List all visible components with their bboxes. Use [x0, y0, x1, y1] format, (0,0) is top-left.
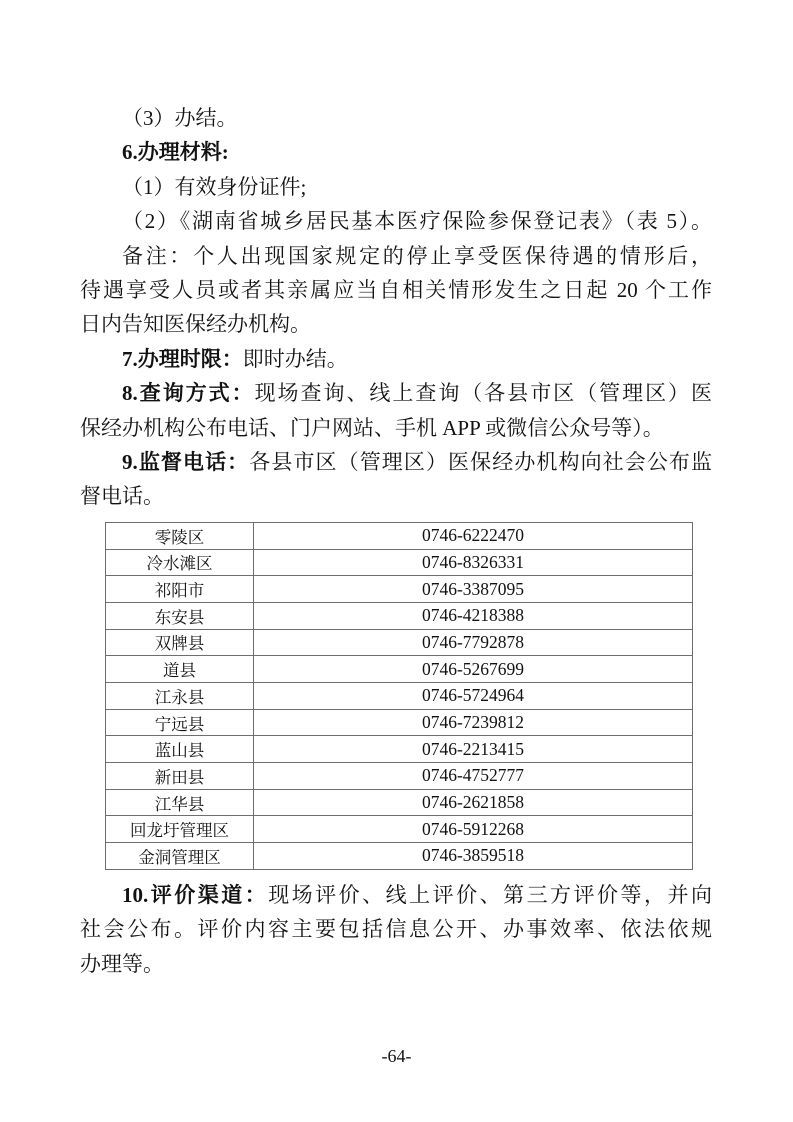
note-line-2 — [80, 273, 712, 307]
region-cell: 东安县 — [106, 602, 254, 629]
phone-cell: 0746-5912268 — [254, 816, 693, 843]
line-bold-text: 7.办理时限： — [122, 346, 243, 371]
table-row — [106, 576, 693, 603]
region-cell: 祁阳市 — [106, 576, 254, 603]
section-10-line-3 — [80, 947, 712, 981]
region-cell: 道县 — [106, 656, 254, 683]
phone-cell: 0746-8326331 — [254, 549, 693, 576]
line-text: 督电话。 — [80, 484, 164, 509]
line-bold-text: 9.监督电话： — [122, 450, 250, 475]
note-line-3 — [80, 307, 712, 341]
table-row — [106, 522, 693, 549]
page-number: -64- — [381, 1046, 412, 1066]
region-cell: 宁远县 — [106, 709, 254, 736]
region-cell: 回龙圩管理区 — [106, 816, 254, 843]
section-6-heading — [80, 135, 712, 169]
line-text: 办理等。 — [80, 951, 164, 976]
line-text: 现场评价、线上评价、第三方评价等，并向 — [268, 882, 712, 907]
material-2-line — [80, 204, 712, 238]
phone-cell: 0746-7792878 — [254, 629, 693, 656]
phone-cell: 0746-4218388 — [254, 602, 693, 629]
table-row — [106, 549, 693, 576]
line-text: 日内告知医保经办机构。 — [80, 312, 311, 337]
line-text: 各县市区（管理区）医保经办机构向社会公布监 — [249, 450, 713, 475]
table-row — [106, 816, 693, 843]
table-row — [106, 843, 693, 870]
line-text: （3）办结。 — [122, 106, 238, 130]
line-text: 现场查询、线上查询（各县市区（管理区）医 — [254, 381, 713, 406]
phone-cell: 0746-6222470 — [254, 522, 693, 549]
step-3-line — [80, 101, 712, 135]
note-line-1 — [80, 239, 712, 273]
region-cell: 金洞管理区 — [106, 843, 254, 870]
supervision-phone-table — [105, 522, 693, 870]
phone-cell: 0746-5267699 — [254, 656, 693, 683]
line-text: （1）有效身份证件; — [122, 174, 307, 199]
region-cell: 江永县 — [106, 683, 254, 710]
region-cell: 江华县 — [106, 789, 254, 816]
material-1-line — [80, 170, 712, 204]
phone-cell: 0746-2621858 — [254, 789, 693, 816]
table-row — [106, 683, 693, 710]
region-cell: 新田县 — [106, 763, 254, 790]
table-row — [106, 736, 693, 763]
section-10-line-2 — [80, 912, 712, 946]
line-text: （2）《湖南省城乡居民基本医疗保险参保登记表》（表 5）。 — [122, 209, 712, 234]
section-7-line — [80, 342, 712, 376]
line-bold-text: 6.办理材料: — [122, 140, 229, 165]
phone-cell: 0746-2213415 — [254, 736, 693, 763]
page-content — [80, 101, 712, 981]
line-text: 保经办机构公布电话、门户网站、手机 APP 或微信公众号等）。 — [80, 415, 664, 440]
phone-cell: 0746-3859518 — [254, 843, 693, 870]
phone-cell: 0746-7239812 — [254, 709, 693, 736]
table-row — [106, 789, 693, 816]
phone-cell: 0746-3387095 — [254, 576, 693, 603]
line-text: 待遇享受人员或者其亲属应当自相关情形发生之日起 20 个工作 — [80, 278, 712, 303]
table-row — [106, 629, 693, 656]
region-cell: 蓝山县 — [106, 736, 254, 763]
table-row — [106, 763, 693, 790]
region-cell: 冷水滩区 — [106, 549, 254, 576]
table-row — [106, 602, 693, 629]
line-text: 社会公布。评价内容主要包括信息公开、办事效率、依法依规 — [80, 917, 712, 942]
section-8-line-2 — [80, 411, 712, 445]
line-bold-text: 8.查询方式： — [122, 381, 255, 406]
region-cell: 双牌县 — [106, 629, 254, 656]
phone-table-body — [106, 522, 693, 869]
section-9-line-1 — [80, 445, 712, 479]
table-row — [106, 709, 693, 736]
phone-cell: 0746-4752777 — [254, 763, 693, 790]
region-cell: 零陵区 — [106, 522, 254, 549]
line-text: 备注：个人出现国家规定的停止享受医保待遇的情形后， — [122, 243, 712, 268]
table-row — [106, 656, 693, 683]
section-9-line-2 — [80, 479, 712, 513]
line-text: 即时办结。 — [242, 346, 348, 371]
section-10-line-1 — [80, 878, 712, 912]
line-bold-text: 10.评价渠道： — [122, 882, 269, 907]
section-8-line-1 — [80, 376, 712, 410]
phone-cell: 0746-5724964 — [254, 683, 693, 710]
